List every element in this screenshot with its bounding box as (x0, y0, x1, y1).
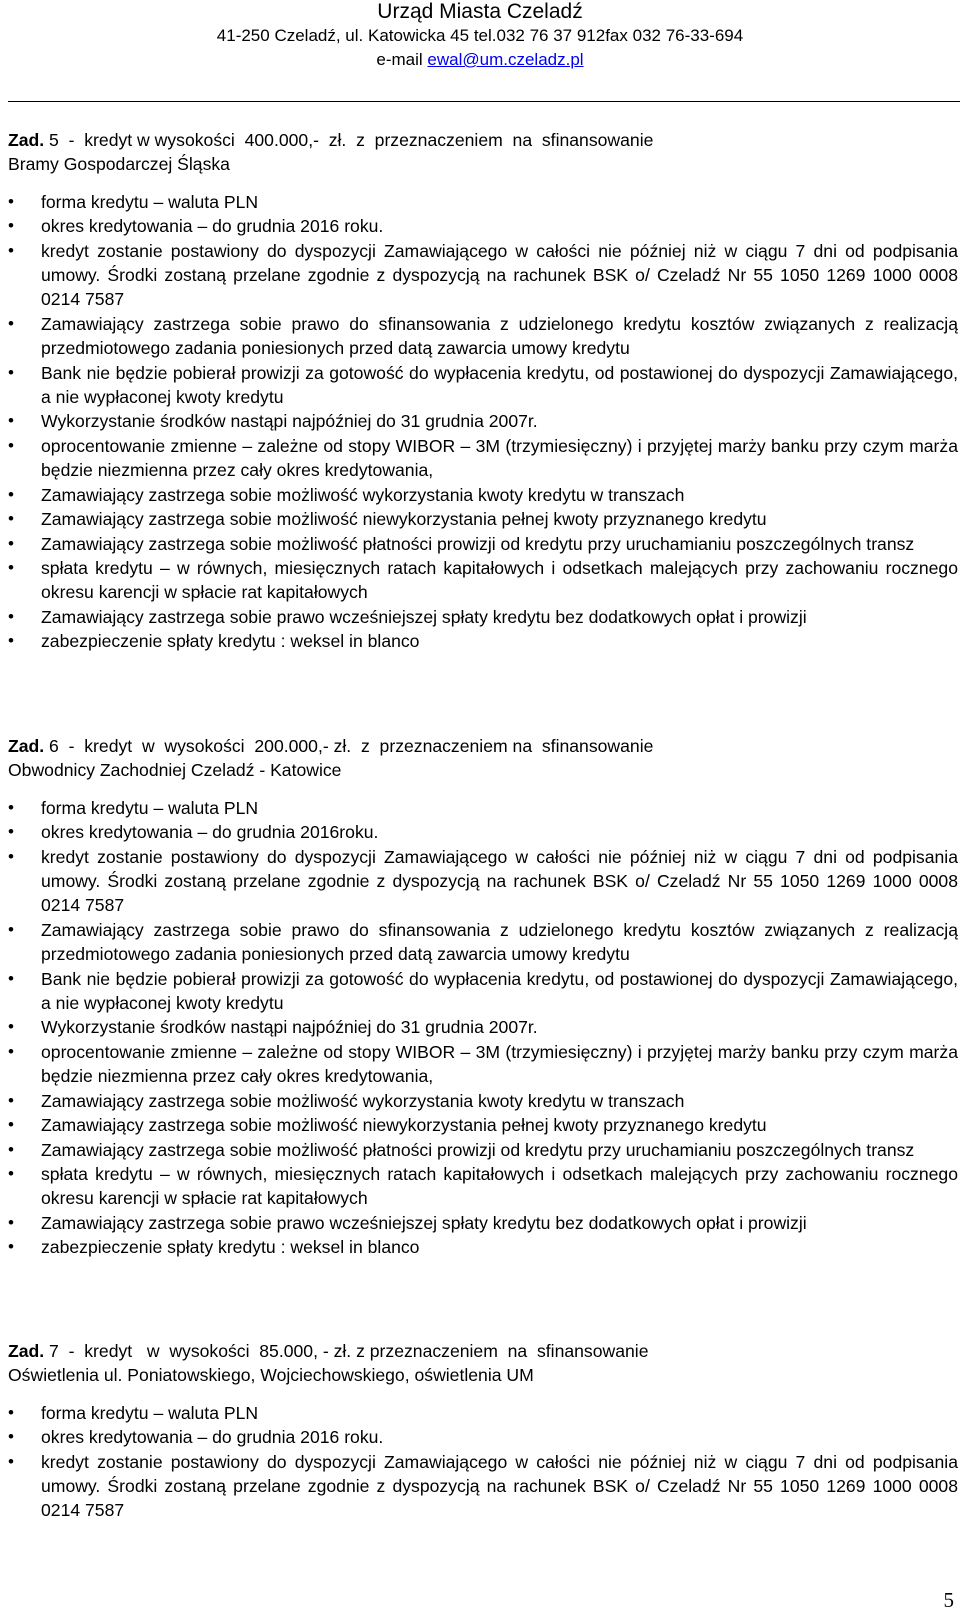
section-title-line2: Bramy Gospodarczej Śląska (8, 154, 230, 175)
list-item: • Zamawiający zastrzega sobie możliwość niewykorzystania pełnej kwoty przyznanego kredytu (8, 1113, 958, 1137)
list-item: • Zamawiający zastrzega sobie możliwość wykorzystania kwoty kredytu w transzach (8, 483, 958, 507)
list-item: • Wykorzystanie środków nastąpi najpóźniej do 31 grudnia 2007r. (8, 409, 958, 433)
list-item: • zabezpieczenie spłaty kredytu : weksel in blanco (8, 629, 958, 653)
section-title-line1: 7 - kredyt w wysokości 85.000, - zł. z przeznaczeniem na sfinansowanie (44, 1341, 649, 1361)
office-address: 41-250 Czeladź, ul. Katowicka 45 tel.032 76 37 912fax 032 76-33-694 (216, 26, 744, 45)
zad-label: Zad. (8, 736, 45, 756)
list-item: • forma kredytu – waluta PLN (8, 796, 958, 820)
list-item: • okres kredytowania – do grudnia 2016 roku. (8, 214, 958, 238)
list-item: • okres kredytowania – do grudnia 2016 roku. (8, 1425, 958, 1449)
email-prefix: e-mail (376, 50, 428, 69)
list-item: • Zamawiający zastrzega sobie możliwość płatności prowizji od kredytu przy uruchamianiu poszczególnych transz (8, 532, 958, 556)
list-item: • spłata kredytu – w równych, miesięcznych ratach kapitałowych i odsetkach malejących przy zachowaniu rocznego okresu karencji w spłacie rat kapitałowych (8, 556, 958, 605)
section-zad-7 (8, 1339, 958, 1523)
list-item: • zabezpieczenie spłaty kredytu : weksel in blanco (8, 1235, 958, 1259)
section-title-line2: Obwodnicy Zachodniej Czeladź - Katowice (8, 760, 342, 781)
office-email-line (0, 48, 960, 72)
list-item: • oprocentowanie zmienne – zależne od stopy WIBOR – 3M (trzymiesięczny) i przyjętej marży banku przy czym marża będzie niezmienna przez cały okres kredytowania, (8, 1040, 958, 1089)
email-link[interactable]: ewal@um.czeladz.pl (427, 50, 584, 69)
list-item: • oprocentowanie zmienne – zależne od stopy WIBOR – 3M (trzymiesięczny) i przyjętej marży banku przy czym marża będzie niezmienna przez cały okres kredytowania, (8, 434, 958, 483)
office-name: Urząd Miasta Czeladź (377, 0, 583, 23)
list-item: • Zamawiający zastrzega sobie prawo wcześniejszej spłaty kredytu bez dodatkowych opłat i prowizji (8, 605, 958, 629)
section-title-line1: 6 - kredyt w wysokości 200.000,- zł. z przeznaczeniem na sfinansowanie (44, 736, 654, 756)
list-item: • spłata kredytu – w równych, miesięcznych ratach kapitałowych i odsetkach malejących przy zachowaniu rocznego okresu karencji w spłacie rat kapitałowych (8, 1162, 958, 1211)
section-title-line1: 5 - kredyt w wysokości 400.000,- zł. z przeznaczeniem na sfinansowanie (44, 130, 654, 150)
list-item: • kredyt zostanie postawiony do dyspozycji Zamawiającego w całości nie później niż w ciągu 7 dni od podpisania umowy. Środki zostaną przelane zgodnie z dyspozycją na rachunek BSK o/ Czeladź Nr 55 1050 1269 1000 0008 0214 7587 (8, 239, 958, 312)
section-title-line2: Oświetlenia ul. Poniatowskiego, Wojciechowskiego, oświetlenia UM (8, 1365, 534, 1386)
letterhead (0, 0, 960, 72)
list-item: • Bank nie będzie pobierał prowizji za gotowość do wypłacenia kredytu, od postawionej do dyspozycji Zamawiającego, a nie wypłaconej kwoty kredytu (8, 967, 958, 1016)
condition-list (8, 1401, 958, 1523)
list-item: • okres kredytowania – do grudnia 2016roku. (8, 820, 958, 844)
list-item: • Bank nie będzie pobierał prowizji za gotowość do wypłacenia kredytu, od postawionej do dyspozycji Zamawiającego, a nie wypłaconej kwoty kredytu (8, 361, 958, 410)
list-item: • Zamawiający zastrzega sobie prawo wcześniejszej spłaty kredytu bez dodatkowych opłat i prowizji (8, 1211, 958, 1235)
list-item: • Zamawiający zastrzega sobie możliwość wykorzystania kwoty kredytu w transzach (8, 1089, 958, 1113)
list-item: • Zamawiający zastrzega sobie prawo do sfinansowania z udzielonego kredytu kosztów związanych z realizacją przedmiotowego zadania poniesionych przed datą zawarcia umowy kredytu (8, 918, 958, 967)
list-item: • forma kredytu – waluta PLN (8, 1401, 958, 1425)
zad-label: Zad. (8, 130, 45, 150)
section-heading (8, 1339, 958, 1388)
zad-label: Zad. (8, 1341, 45, 1361)
list-item: • Zamawiający zastrzega sobie możliwość niewykorzystania pełnej kwoty przyznanego kredytu (8, 507, 958, 531)
section-zad-5 (8, 128, 958, 654)
section-zad-6 (8, 734, 958, 1260)
condition-list (8, 796, 958, 1260)
list-item: • Zamawiający zastrzega sobie prawo do sfinansowania z udzielonego kredytu kosztów związanych z realizacją przedmiotowego zadania poniesionych przed datą zawarcia umowy kredytu (8, 312, 958, 361)
list-item: • kredyt zostanie postawiony do dyspozycji Zamawiającego w całości nie później niż w ciągu 7 dni od podpisania umowy. Środki zostaną przelane zgodnie z dyspozycją na rachunek BSK o/ Czeladź Nr 55 1050 1269 1000 0008 0214 7587 (8, 1450, 958, 1523)
list-item: • kredyt zostanie postawiony do dyspozycji Zamawiającego w całości nie później niż w ciągu 7 dni od podpisania umowy. Środki zostaną przelane zgodnie z dyspozycją na rachunek BSK o/ Czeladź Nr 55 1050 1269 1000 0008 0214 7587 (8, 845, 958, 918)
section-heading (8, 128, 958, 177)
page-number: 5 (943, 1588, 954, 1612)
list-item: • forma kredytu – waluta PLN (8, 190, 958, 214)
header-divider (8, 101, 960, 102)
list-item: • Zamawiający zastrzega sobie możliwość płatności prowizji od kredytu przy uruchamianiu poszczególnych transz (8, 1138, 958, 1162)
section-heading (8, 734, 958, 783)
list-item: • Wykorzystanie środków nastąpi najpóźniej do 31 grudnia 2007r. (8, 1015, 958, 1039)
condition-list (8, 190, 958, 654)
